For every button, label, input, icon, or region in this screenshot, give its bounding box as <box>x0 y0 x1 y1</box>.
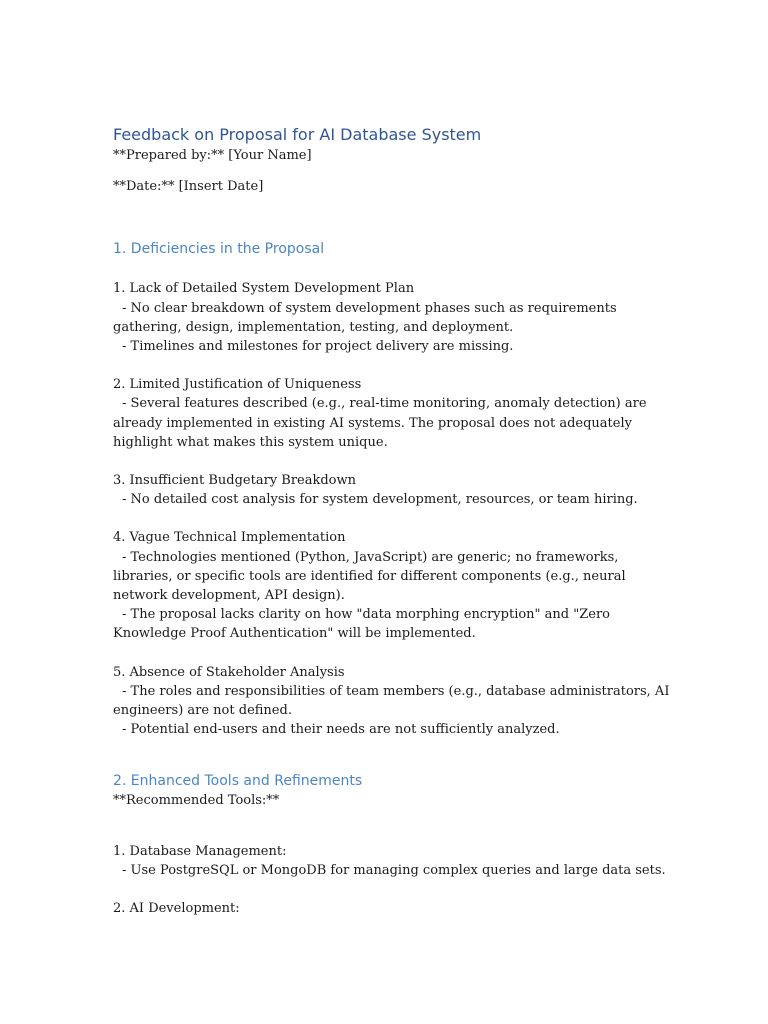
document-content <box>113 124 673 918</box>
deficiency-item-title: 3. Insufficient Budgetary Breakdown <box>113 473 357 489</box>
tool-item-1 <box>113 842 673 880</box>
deficiency-item-detail: - No clear breakdown of system development phases such as requirements gathering, design, implementation, testing, and deployment. <box>113 300 617 335</box>
deficiency-item-4 <box>113 528 673 643</box>
document-title: Feedback on Proposal for AI Database System <box>113 125 482 144</box>
deficiency-item-title: 1. Lack of Detailed System Development Plan <box>113 281 415 297</box>
deficiency-item-title: 4. Vague Technical Implementation <box>113 530 346 546</box>
section-heading-tools: 2. Enhanced Tools and Refinements <box>113 773 363 790</box>
deficiency-item-detail: - The proposal lacks clarity on how "data morphing encryption" and "Zero Knowledge Proof Authentication" will be implemented. <box>113 607 610 642</box>
tool-item-2 <box>113 899 673 918</box>
recommended-tools-label: **Recommended Tools:** <box>113 793 280 809</box>
date-line: **Date:** [Insert Date] <box>113 179 264 195</box>
deficiency-item-detail: - Timelines and milestones for project delivery are missing. <box>122 339 514 355</box>
deficiency-item-detail: - The roles and responsibilities of team members (e.g., database administrators, AI engineers) are not defined. <box>113 683 670 719</box>
deficiency-item-detail: - Several features described (e.g., real-time monitoring, anomaly detection) are already implemented in existing AI systems. The proposal does not adequately highlight what makes this system unique. <box>113 396 647 450</box>
deficiency-item-title: 5. Absence of Stakeholder Analysis <box>113 664 345 680</box>
deficiency-item-1 <box>113 279 673 356</box>
section-heading-deficiencies: 1. Deficiencies in the Proposal <box>113 241 325 258</box>
tool-item-title: 1. Database Management: <box>113 843 287 859</box>
tool-item-detail: - Use PostgreSQL or MongoDB for managing complex queries and large data sets. <box>122 862 666 878</box>
deficiency-item-2 <box>113 375 673 452</box>
deficiency-item-detail: - No detailed cost analysis for system development, resources, or team hiring. <box>122 492 638 508</box>
deficiency-item-5 <box>113 663 673 740</box>
deficiency-item-detail: - Technologies mentioned (Python, JavaScript) are generic; no frameworks, libraries, or specific tools are identified for different components (e.g., neural network development, API design). <box>113 549 626 604</box>
deficiency-item-title: 2. Limited Justification of Uniqueness <box>113 377 362 393</box>
prepared-by-line: **Prepared by:** [Your Name] <box>113 148 312 163</box>
tool-item-title: 2. AI Development: <box>113 901 240 917</box>
deficiency-item-detail: - Potential end-users and their needs are not sufficiently analyzed. <box>122 722 560 738</box>
deficiency-item-3 <box>113 471 673 509</box>
